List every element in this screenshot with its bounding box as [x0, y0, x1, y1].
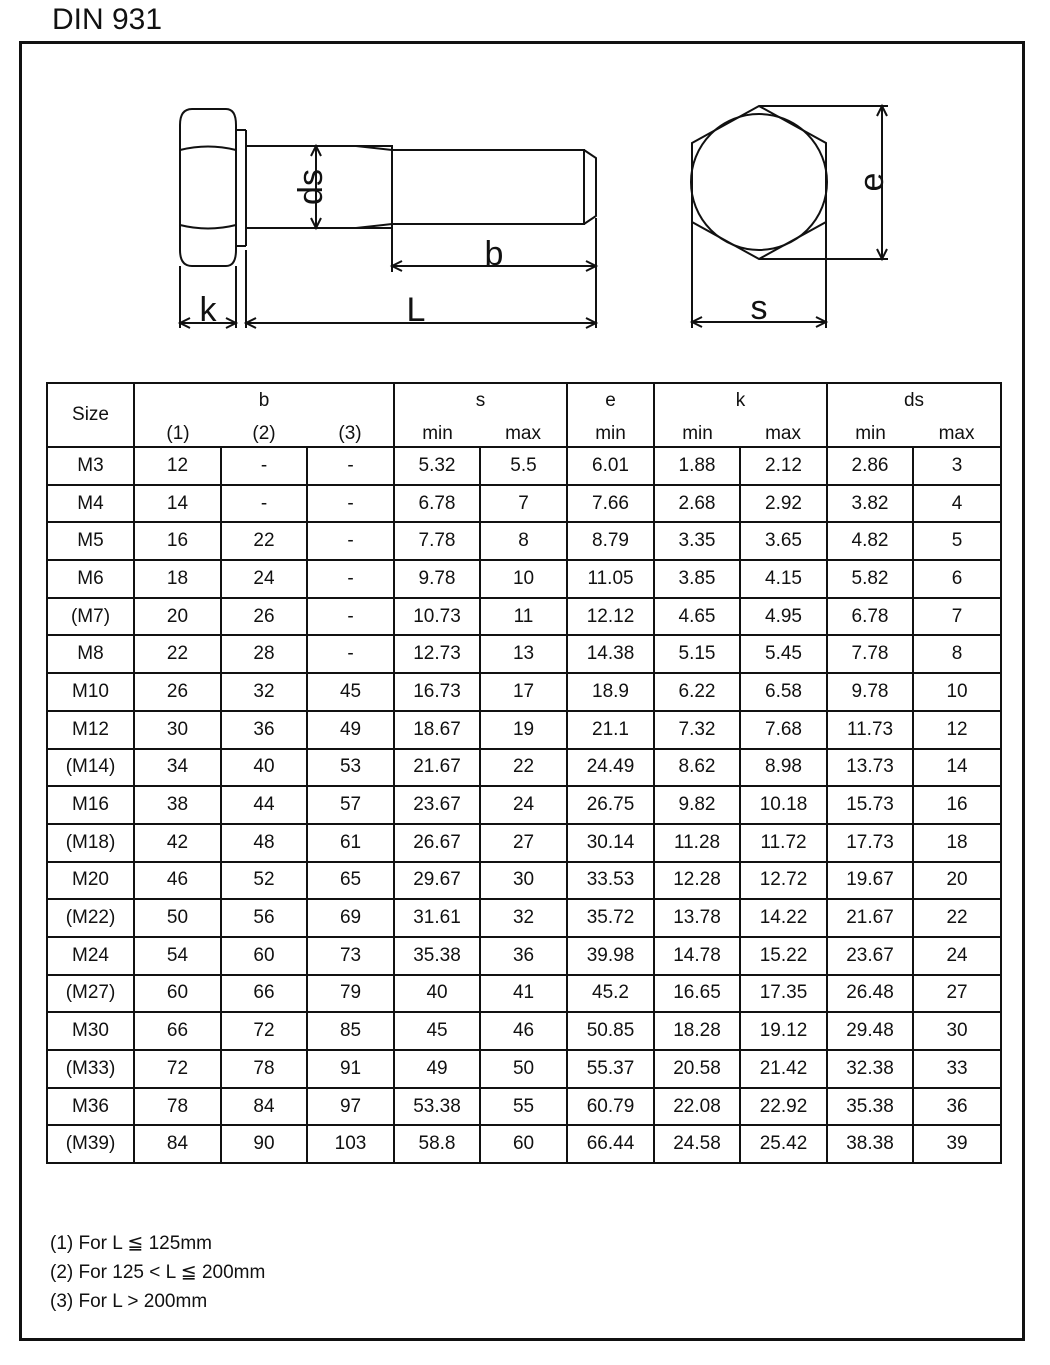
size-cell: (M7): [47, 598, 134, 636]
table-cell: 52: [221, 862, 307, 900]
table-cell: 7: [480, 485, 567, 523]
size-cell: M4: [47, 485, 134, 523]
table-cell: 18: [913, 824, 1001, 862]
table-cell: 7.32: [654, 711, 740, 749]
table-cell: 22.08: [654, 1088, 740, 1126]
table-cell: 3: [913, 447, 1001, 485]
table-cell: 35.38: [827, 1088, 913, 1126]
table-cell: 27: [480, 824, 567, 862]
table-cell: 7: [913, 598, 1001, 636]
table-cell: 57: [307, 786, 394, 824]
table-cell: 10: [480, 560, 567, 598]
table-row: [47, 673, 1001, 711]
table-cell: 72: [134, 1050, 221, 1088]
subheader-s-max: max: [480, 418, 567, 447]
table-cell: 22: [913, 899, 1001, 937]
table-cell: 33.53: [567, 862, 654, 900]
table-cell: 6.78: [827, 598, 913, 636]
table-cell: 84: [221, 1088, 307, 1126]
subheader-ds-min: min: [827, 418, 913, 447]
table-cell: 11.05: [567, 560, 654, 598]
table-cell: 4.15: [740, 560, 827, 598]
table-cell: 6.78: [394, 485, 480, 523]
table-cell: -: [221, 447, 307, 485]
table-cell: 26.48: [827, 975, 913, 1013]
table-cell: -: [221, 485, 307, 523]
table-cell: 16: [913, 786, 1001, 824]
table-cell: 39.98: [567, 937, 654, 975]
table-cell: 19.67: [827, 862, 913, 900]
subheader-b-1: (1): [134, 418, 221, 447]
size-cell: M6: [47, 560, 134, 598]
header-size: Size: [47, 383, 134, 447]
table-cell: 56: [221, 899, 307, 937]
table-cell: 24: [913, 937, 1001, 975]
table-cell: -: [307, 485, 394, 523]
table-cell: 20.58: [654, 1050, 740, 1088]
table-cell: 32.38: [827, 1050, 913, 1088]
subheader-k-max: max: [740, 418, 827, 447]
subheader-b-2: (2): [221, 418, 307, 447]
table-cell: 39: [913, 1125, 1001, 1163]
table-cell: 58.8: [394, 1125, 480, 1163]
table-cell: 38.38: [827, 1125, 913, 1163]
table-cell: 42: [134, 824, 221, 862]
subheader-e-min: min: [567, 418, 654, 447]
table-cell: 85: [307, 1012, 394, 1050]
table-cell: 2.68: [654, 485, 740, 523]
size-cell: M30: [47, 1012, 134, 1050]
table-cell: 7.78: [394, 522, 480, 560]
table-cell: 22: [480, 749, 567, 787]
table-cell: 21.1: [567, 711, 654, 749]
header-b: b: [134, 383, 394, 418]
table-cell: 6.01: [567, 447, 654, 485]
table-cell: 11.72: [740, 824, 827, 862]
table-cell: 48: [221, 824, 307, 862]
size-cell: M8: [47, 635, 134, 673]
table-cell: 14.38: [567, 635, 654, 673]
table-cell: 2.92: [740, 485, 827, 523]
subheader-s-min: min: [394, 418, 480, 447]
table-cell: 24.49: [567, 749, 654, 787]
table-cell: 30: [480, 862, 567, 900]
table-cell: 79: [307, 975, 394, 1013]
table-cell: 45: [307, 673, 394, 711]
table-cell: 65: [307, 862, 394, 900]
table-cell: 25.42: [740, 1125, 827, 1163]
size-cell: (M14): [47, 749, 134, 787]
table-cell: 3.35: [654, 522, 740, 560]
size-cell: (M39): [47, 1125, 134, 1163]
table-row: [47, 711, 1001, 749]
size-cell: (M27): [47, 975, 134, 1013]
table-cell: 15.73: [827, 786, 913, 824]
ds-label: ds: [292, 169, 330, 205]
table-cell: 34: [134, 749, 221, 787]
table-cell: 53: [307, 749, 394, 787]
size-cell: M10: [47, 673, 134, 711]
table-cell: 13.78: [654, 899, 740, 937]
table-cell: 14.22: [740, 899, 827, 937]
table-cell: 14: [913, 749, 1001, 787]
table-row: [47, 598, 1001, 636]
table-cell: 4.82: [827, 522, 913, 560]
table-cell: 12: [134, 447, 221, 485]
header-k: k: [654, 383, 827, 418]
table-cell: 19.12: [740, 1012, 827, 1050]
table-cell: 53.38: [394, 1088, 480, 1126]
table-row: [47, 485, 1001, 523]
table-cell: 11.28: [654, 824, 740, 862]
table-cell: 91: [307, 1050, 394, 1088]
table-cell: 66.44: [567, 1125, 654, 1163]
table-cell: 26.67: [394, 824, 480, 862]
subheader-k-min: min: [654, 418, 740, 447]
size-cell: M36: [47, 1088, 134, 1126]
size-cell: (M18): [47, 824, 134, 862]
table-cell: 35.72: [567, 899, 654, 937]
table-cell: 36: [221, 711, 307, 749]
table-cell: 49: [307, 711, 394, 749]
table-cell: 45: [394, 1012, 480, 1050]
table-cell: 45.2: [567, 975, 654, 1013]
page-title: DIN 931: [52, 3, 163, 36]
table-cell: 49: [394, 1050, 480, 1088]
table-cell: 46: [480, 1012, 567, 1050]
table-cell: 8.62: [654, 749, 740, 787]
table-cell: 8.98: [740, 749, 827, 787]
table-cell: 7.66: [567, 485, 654, 523]
table-cell: 5.45: [740, 635, 827, 673]
table-cell: 26: [134, 673, 221, 711]
table-cell: 17.35: [740, 975, 827, 1013]
table-cell: 16.65: [654, 975, 740, 1013]
table-row: [47, 862, 1001, 900]
table-cell: 50: [480, 1050, 567, 1088]
table-cell: 12: [913, 711, 1001, 749]
table-cell: 10.73: [394, 598, 480, 636]
table-cell: 11: [480, 598, 567, 636]
table-cell: 33: [913, 1050, 1001, 1088]
table-row: [47, 937, 1001, 975]
table-cell: 14.78: [654, 937, 740, 975]
table-cell: 31.61: [394, 899, 480, 937]
table-cell: 29.67: [394, 862, 480, 900]
bolt-thread: [392, 150, 584, 224]
table-cell: 30: [913, 1012, 1001, 1050]
table-cell: 60: [134, 975, 221, 1013]
table-cell: 18.9: [567, 673, 654, 711]
table-cell: 60: [480, 1125, 567, 1163]
table-cell: 29.48: [827, 1012, 913, 1050]
table-cell: -: [307, 598, 394, 636]
size-cell: M16: [47, 786, 134, 824]
table-row: [47, 1125, 1001, 1163]
table-cell: 11.73: [827, 711, 913, 749]
table-cell: 24: [480, 786, 567, 824]
size-cell: (M22): [47, 899, 134, 937]
table-cell: 22: [221, 522, 307, 560]
table-cell: 2.12: [740, 447, 827, 485]
size-cell: M3: [47, 447, 134, 485]
table-cell: 17.73: [827, 824, 913, 862]
table-cell: 24.58: [654, 1125, 740, 1163]
bolt-head-side: [180, 109, 236, 266]
table-cell: 23.67: [827, 937, 913, 975]
table-cell: 7.78: [827, 635, 913, 673]
table-cell: 5.82: [827, 560, 913, 598]
table-cell: 10.18: [740, 786, 827, 824]
table-cell: 66: [221, 975, 307, 1013]
dimension-table: [46, 382, 1002, 1164]
size-cell: M24: [47, 937, 134, 975]
table-row: [47, 786, 1001, 824]
table-cell: 16.73: [394, 673, 480, 711]
table-cell: 7.68: [740, 711, 827, 749]
table-cell: 69: [307, 899, 394, 937]
L-label: L: [406, 291, 426, 329]
table-cell: 12.28: [654, 862, 740, 900]
table-cell: 36: [913, 1088, 1001, 1126]
table-cell: 21.42: [740, 1050, 827, 1088]
s-label: s: [750, 289, 768, 327]
table-cell: 24: [221, 560, 307, 598]
table-cell: 18: [134, 560, 221, 598]
table-cell: 54: [134, 937, 221, 975]
table-cell: 50.85: [567, 1012, 654, 1050]
table-cell: 15.22: [740, 937, 827, 975]
table-cell: 28: [221, 635, 307, 673]
table-cell: 3.65: [740, 522, 827, 560]
table-cell: 36: [480, 937, 567, 975]
b-label: b: [484, 235, 504, 273]
table-cell: 19: [480, 711, 567, 749]
table-cell: 4.95: [740, 598, 827, 636]
table-cell: -: [307, 560, 394, 598]
table-cell: 5.15: [654, 635, 740, 673]
size-cell: M20: [47, 862, 134, 900]
table-cell: 38: [134, 786, 221, 824]
table-cell: 22.92: [740, 1088, 827, 1126]
bolt-drawing: [0, 0, 1050, 380]
table-cell: 17: [480, 673, 567, 711]
table-cell: 18.28: [654, 1012, 740, 1050]
table-cell: 6.58: [740, 673, 827, 711]
table-row: [47, 899, 1001, 937]
header-s: s: [394, 383, 567, 418]
table-cell: 44: [221, 786, 307, 824]
table-cell: 55.37: [567, 1050, 654, 1088]
table-row: [47, 975, 1001, 1013]
table-cell: 97: [307, 1088, 394, 1126]
table-cell: 12.12: [567, 598, 654, 636]
table-cell: 27: [913, 975, 1001, 1013]
e-label: e: [853, 172, 891, 192]
bolt-head-end: [692, 106, 826, 259]
table-cell: 103: [307, 1125, 394, 1163]
table-cell: 26: [221, 598, 307, 636]
table-cell: 20: [913, 862, 1001, 900]
footnote: (2) For 125 < L ≦ 200mm: [50, 1262, 266, 1283]
footnote: (3) For L > 200mm: [50, 1291, 208, 1312]
table-cell: 55: [480, 1088, 567, 1126]
table-cell: 40: [221, 749, 307, 787]
table-cell: 66: [134, 1012, 221, 1050]
table-cell: 14: [134, 485, 221, 523]
table-cell: 6.22: [654, 673, 740, 711]
table-cell: 60.79: [567, 1088, 654, 1126]
table-cell: 2.86: [827, 447, 913, 485]
table-cell: 23.67: [394, 786, 480, 824]
table-cell: 72: [221, 1012, 307, 1050]
table-cell: 13: [480, 635, 567, 673]
table-cell: 12.72: [740, 862, 827, 900]
table-cell: 22: [134, 635, 221, 673]
table-cell: 61: [307, 824, 394, 862]
table-cell: 1.88: [654, 447, 740, 485]
size-cell: M12: [47, 711, 134, 749]
table-cell: 4.65: [654, 598, 740, 636]
table-row: [47, 1050, 1001, 1088]
table-cell: 40: [394, 975, 480, 1013]
table-cell: 5: [913, 522, 1001, 560]
table-cell: 9.82: [654, 786, 740, 824]
table-row: [47, 447, 1001, 485]
table-cell: 32: [480, 899, 567, 937]
table-cell: 9.78: [394, 560, 480, 598]
table-cell: 13.73: [827, 749, 913, 787]
table-cell: 21.67: [827, 899, 913, 937]
table-cell: 6: [913, 560, 1001, 598]
table-row: [47, 1012, 1001, 1050]
table-cell: 3.82: [827, 485, 913, 523]
table-row: [47, 824, 1001, 862]
table-cell: 73: [307, 937, 394, 975]
table-cell: 30.14: [567, 824, 654, 862]
table-cell: 21.67: [394, 749, 480, 787]
table-cell: 10: [913, 673, 1001, 711]
footnotes: [50, 1229, 265, 1316]
subheader-b-3: (3): [307, 418, 394, 447]
table-cell: 90: [221, 1125, 307, 1163]
table-cell: 5.32: [394, 447, 480, 485]
table-cell: 16: [134, 522, 221, 560]
size-cell: (M33): [47, 1050, 134, 1088]
table-cell: -: [307, 447, 394, 485]
table-row: [47, 560, 1001, 598]
table-cell: 8.79: [567, 522, 654, 560]
table-cell: 5.5: [480, 447, 567, 485]
table-row: [47, 635, 1001, 673]
table-cell: 32: [221, 673, 307, 711]
table-cell: 35.38: [394, 937, 480, 975]
table-cell: 26.75: [567, 786, 654, 824]
table-cell: 8: [913, 635, 1001, 673]
k-label: k: [199, 291, 217, 329]
footnote: (1) For L ≦ 125mm: [50, 1233, 212, 1254]
table-cell: 84: [134, 1125, 221, 1163]
table-row: [47, 1088, 1001, 1126]
table-cell: 60: [221, 937, 307, 975]
table-cell: 9.78: [827, 673, 913, 711]
table-cell: 3.85: [654, 560, 740, 598]
table-cell: 30: [134, 711, 221, 749]
table-cell: -: [307, 522, 394, 560]
table-row: [47, 522, 1001, 560]
header-e: e: [567, 383, 654, 418]
table-cell: 20: [134, 598, 221, 636]
table-cell: 46: [134, 862, 221, 900]
table-cell: -: [307, 635, 394, 673]
table-cell: 50: [134, 899, 221, 937]
table-cell: 8: [480, 522, 567, 560]
table-cell: 78: [221, 1050, 307, 1088]
subheader-ds-max: max: [913, 418, 1001, 447]
size-cell: M5: [47, 522, 134, 560]
table-row: [47, 749, 1001, 787]
table-cell: 4: [913, 485, 1001, 523]
table-cell: 41: [480, 975, 567, 1013]
table-cell: 12.73: [394, 635, 480, 673]
table-cell: 78: [134, 1088, 221, 1126]
table-cell: 18.67: [394, 711, 480, 749]
header-ds: ds: [827, 383, 1001, 418]
